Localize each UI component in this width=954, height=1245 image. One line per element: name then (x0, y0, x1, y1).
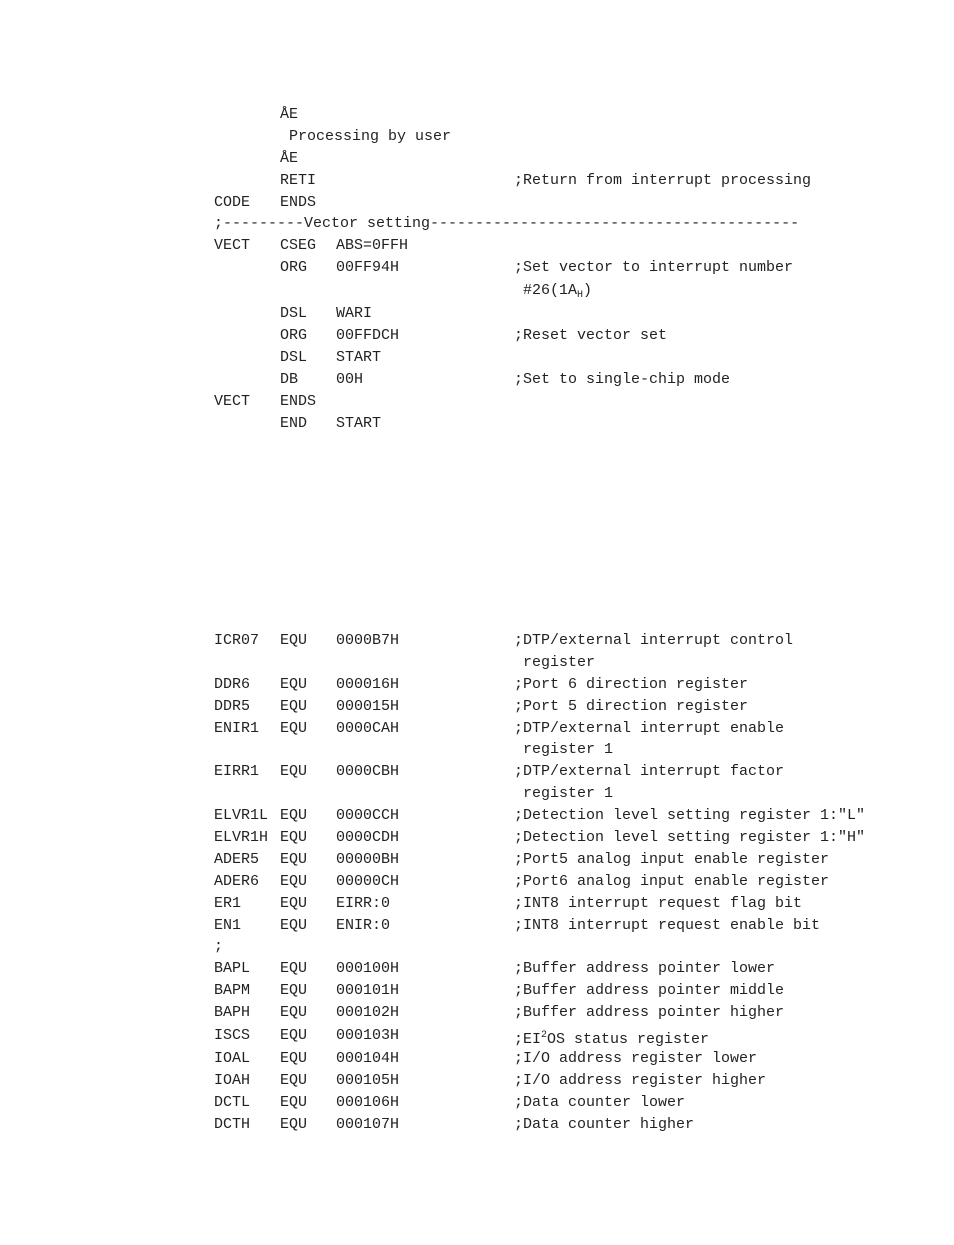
code-line (214, 871, 874, 893)
code-label: IOAL (214, 1050, 251, 1068)
code-operator: RETI (280, 171, 317, 189)
code-operator: EQU (280, 829, 308, 847)
code-comment: ;DTP/external interrupt factor (514, 763, 785, 781)
code-comment: ;I/O address register higher (514, 1071, 767, 1089)
code-label: DCTL (214, 1093, 251, 1111)
code-line (214, 630, 874, 652)
code-operator: EQU (280, 894, 308, 912)
code-operand: 0000CBH (336, 763, 400, 781)
code-line (214, 1114, 874, 1136)
comment-text: ;EI (514, 1031, 542, 1049)
code-operator: EQU (280, 872, 308, 890)
code-line (214, 192, 874, 214)
code-operand: 00000CH (336, 872, 400, 890)
code-comment: ;INT8 interrupt request flag bit (514, 894, 803, 912)
code-label: BAPH (214, 1004, 251, 1022)
code-listing-vector (214, 104, 874, 434)
code-line (214, 391, 874, 413)
code-line (214, 1024, 874, 1048)
code-comment: ;Buffer address pointer middle (514, 982, 785, 1000)
code-line (214, 783, 874, 805)
code-comment: ;Set vector to interrupt number (514, 259, 794, 277)
code-comment: ;INT8 interrupt request enable bit (514, 916, 821, 934)
code-operand: 00000BH (336, 850, 400, 868)
code-line (214, 347, 874, 369)
code-operand: 00FFDCH (336, 327, 400, 345)
code-comment: Processing by user (280, 127, 452, 145)
code-line (214, 413, 874, 435)
code-operator: EQU (280, 632, 308, 649)
code-operand: ABS=0FFH (336, 237, 409, 255)
comment-text: ) (583, 282, 593, 300)
code-operator: END (280, 414, 308, 432)
code-operator: EQU (280, 960, 308, 978)
code-operator: ENDS (280, 392, 317, 410)
code-comment-continuation: register (523, 653, 596, 671)
code-operand: WARI (336, 305, 373, 323)
code-line (214, 1070, 874, 1092)
code-operand: 000102H (336, 1004, 400, 1022)
code-operator: DB (280, 370, 299, 388)
code-operand: 000103H (336, 1027, 400, 1045)
code-operator: EQU (280, 1093, 308, 1111)
code-line (214, 893, 874, 915)
code-operator: DSL (280, 348, 308, 366)
code-label: ISCS (214, 1027, 251, 1045)
code-label: DDR5 (214, 697, 251, 715)
code-operator: EQU (280, 1115, 308, 1133)
code-line (214, 958, 874, 980)
code-comment: ;Port5 analog input enable register (514, 850, 830, 868)
code-comment: ;Buffer address pointer higher (514, 1004, 785, 1022)
code-line (214, 1092, 874, 1114)
code-line (214, 827, 874, 849)
code-operator: ORG (280, 327, 308, 345)
code-line (214, 104, 874, 126)
code-separator: ; (214, 938, 224, 956)
code-line (214, 696, 874, 718)
code-label: EIRR1 (214, 763, 260, 781)
code-operator: EQU (280, 1004, 308, 1022)
code-line (214, 805, 874, 827)
section-separator: ;---------Vector setting----------------------------------------- (214, 215, 800, 233)
code-operator: ÅE (280, 149, 299, 167)
code-operand: 000105H (336, 1071, 400, 1089)
code-comment: ;DTP/external interrupt enable (514, 719, 785, 737)
code-label: ICR07 (214, 632, 260, 649)
superscript-text: 2 (541, 1030, 548, 1042)
comment-text: #26(1A (523, 282, 578, 300)
code-operand: 000100H (336, 960, 400, 978)
code-line (214, 325, 874, 347)
code-label: EN1 (214, 916, 242, 934)
code-operand: ENIR:0 (336, 916, 391, 934)
code-operand: 000101H (336, 982, 400, 1000)
code-operator: EQU (280, 982, 308, 1000)
code-comment: ;Detection level setting register 1:"H" (514, 829, 866, 847)
code-label: BAPL (214, 960, 251, 978)
code-operand: 000016H (336, 675, 400, 693)
code-comment: ;I/O address register lower (514, 1050, 758, 1068)
code-line (214, 303, 874, 325)
code-operator: EQU (280, 1050, 308, 1068)
code-operator: DSL (280, 305, 308, 323)
code-comment: ;Data counter lower (514, 1093, 686, 1111)
code-operator: EQU (280, 1071, 308, 1089)
code-line (214, 126, 874, 148)
code-operand: 000107H (336, 1115, 400, 1133)
code-comment: ;Reset vector set (514, 327, 668, 345)
code-label: ELVR1H (214, 829, 269, 847)
code-operator: EQU (280, 1027, 308, 1045)
code-comment-continuation: register 1 (523, 741, 614, 759)
code-operator: EQU (280, 675, 308, 693)
code-operand: 000106H (336, 1093, 400, 1111)
code-line (214, 279, 874, 303)
code-operator: ENDS (280, 193, 317, 211)
code-comment: ;Data counter higher (514, 1115, 695, 1133)
code-line (214, 739, 874, 761)
code-operand: 000015H (336, 697, 400, 715)
code-comment: ;Set to single-chip mode (514, 370, 731, 388)
code-operand: 0000CAH (336, 719, 400, 737)
code-operator: EQU (280, 807, 308, 825)
code-label: DDR6 (214, 675, 251, 693)
code-line (214, 980, 874, 1002)
code-operator: EQU (280, 719, 308, 737)
code-line (214, 718, 874, 740)
code-line (214, 1002, 874, 1024)
code-line (214, 652, 874, 674)
code-comment: ;Buffer address pointer lower (514, 960, 776, 978)
code-operand: EIRR:0 (336, 894, 391, 912)
code-comment: ;Port 6 direction register (514, 675, 749, 693)
code-line (214, 148, 874, 170)
code-operand: 00FF94H (336, 259, 400, 277)
code-comment: ;Detection level setting register 1:"L" (514, 807, 866, 825)
code-comment: ;Return from interrupt processing (514, 171, 812, 189)
code-comment: ;Port 5 direction register (514, 697, 749, 715)
code-operator: ÅE (280, 106, 299, 123)
code-operand: 000104H (336, 1050, 400, 1068)
code-comment: ;Port6 analog input enable register (514, 872, 830, 890)
code-operand: 0000CDH (336, 829, 400, 847)
code-label: ADER6 (214, 872, 260, 890)
code-label: BAPM (214, 982, 251, 1000)
subscript-text: H (577, 290, 584, 302)
code-label: VECT (214, 392, 251, 410)
code-operand: START (336, 414, 382, 432)
code-operator: EQU (280, 697, 308, 715)
code-operator: EQU (280, 850, 308, 868)
code-operator: EQU (280, 916, 308, 934)
code-label: IOAH (214, 1071, 251, 1089)
code-label: VECT (214, 237, 251, 255)
code-operand: 00H (336, 370, 364, 388)
code-label: CODE (214, 193, 251, 211)
code-line (214, 170, 874, 192)
code-operand: 0000B7H (336, 632, 400, 649)
code-operand: 0000CCH (336, 807, 400, 825)
code-operand: START (336, 348, 382, 366)
code-comment-continuation: register 1 (523, 785, 614, 803)
code-line (214, 257, 874, 279)
code-line (214, 915, 874, 937)
code-line (214, 674, 874, 696)
code-line (214, 1048, 874, 1070)
code-operator: CSEG (280, 237, 317, 255)
code-label: ADER5 (214, 850, 260, 868)
code-label: ELVR1L (214, 807, 269, 825)
code-label: ENIR1 (214, 719, 260, 737)
comment-text: OS status register (547, 1031, 710, 1049)
code-line (214, 235, 874, 257)
code-label: DCTH (214, 1115, 251, 1133)
code-line (214, 369, 874, 391)
code-operator: EQU (280, 763, 308, 781)
code-line (214, 936, 874, 958)
code-line (214, 849, 874, 871)
code-line (214, 213, 874, 235)
code-comment: ;DTP/external interrupt control (514, 632, 794, 649)
code-operator: ORG (280, 259, 308, 277)
code-listing-equates (214, 630, 874, 1136)
code-line (214, 761, 874, 783)
code-label: ER1 (214, 894, 242, 912)
